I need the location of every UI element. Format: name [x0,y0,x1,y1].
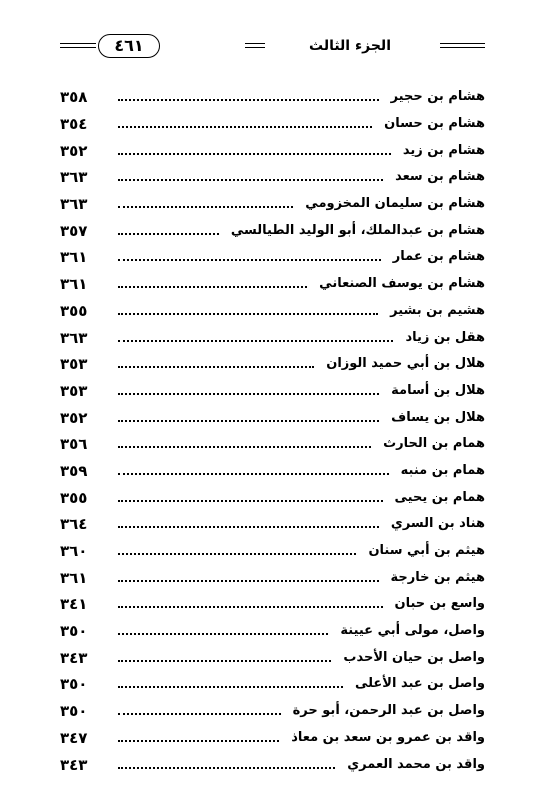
index-entry [60,618,485,645]
entry-name: هلال بن أسامة [391,382,485,398]
index-entry [60,751,485,778]
entry-name: هشام بن سعد [395,169,485,185]
entry-name: واسع بن حبان [394,596,485,612]
entry-page-number: ٣٥٠ [60,702,88,721]
entry-name: هشام بن يوسف الصنعاني [319,276,485,292]
entry-page-number: ٣٥٠ [60,675,88,694]
entry-name: هشام بن حسان [384,116,485,132]
dot-leader [118,206,293,208]
entry-page-number: ٣٥٢ [60,408,88,427]
entry-page-number: ٣٥٩ [60,461,88,480]
entry-page-number: ٣٤٣ [60,755,88,774]
index-list [60,84,485,778]
entry-name: واصل، مولى أبي عيينة [340,623,485,639]
entry-page-number: ٣٦١ [60,275,88,294]
entry-page-number: ٣٥٧ [60,221,88,240]
entry-name: هشيم بن بشير [390,302,485,318]
index-entry [60,511,485,538]
entry-page-number: ٣٦٠ [60,542,88,561]
entry-page-number: ٣٥٠ [60,622,88,641]
dot-leader [118,767,335,769]
dot-leader [118,420,379,422]
index-entry [60,644,485,671]
dot-leader [118,286,307,288]
entry-name: هقل بن زياد [405,329,485,345]
entry-name: واقد بن عمرو بن سعد بن معاذ [291,729,485,745]
entry-name: واصل بن عبد الرحمن، أبو حرة [292,703,485,719]
index-entry [60,271,485,298]
dot-leader [118,713,281,715]
entry-name: هشام بن زيد [402,142,485,158]
dot-leader [118,179,383,181]
header-rule-middle [245,43,265,48]
index-entry [60,591,485,618]
dot-leader [118,366,314,368]
entry-page-number: ٣٥٥ [60,301,88,320]
entry-name: هلال بن يساف [391,409,485,425]
entry-page-number: ٣٥٤ [60,115,88,134]
entry-name: هلال بن أبي حميد الوزان [326,356,485,372]
dot-leader [118,660,331,662]
entry-name: هشام بن سليمان المخزومي [305,196,485,212]
header-title: الجزء الثالث [309,38,391,54]
page-header [60,34,485,60]
index-entry [60,404,485,431]
index-entry [60,671,485,698]
dot-leader [118,99,379,101]
page-number: ٤٦١ [98,34,160,58]
index-entry [60,564,485,591]
entry-page-number: ٣٦٤ [60,515,88,534]
index-entry [60,698,485,725]
entry-name: همام بن يحيى [394,489,485,505]
entry-page-number: ٣٥٣ [60,381,88,400]
dot-leader [118,259,381,261]
entry-name: هشام بن عمار [392,249,485,265]
entry-page-number: ٣٥٨ [60,88,88,107]
entry-page-number: ٣٦١ [60,568,88,587]
dot-leader [118,633,328,635]
dot-leader [118,153,391,155]
index-entry [60,458,485,485]
dot-leader [118,340,393,342]
index-entry [60,164,485,191]
dot-leader [118,553,356,555]
header-rule-right [440,43,485,48]
index-entry [60,378,485,405]
dot-leader [118,393,379,395]
entry-page-number: ٣٦١ [60,248,88,267]
entry-page-number: ٣٥٥ [60,488,88,507]
index-entry [60,217,485,244]
index-entry [60,84,485,111]
entry-page-number: ٣٥٣ [60,355,88,374]
entry-name: همام بن منبه [400,462,485,478]
entry-page-number: ٣٤٣ [60,648,88,667]
entry-page-number: ٣٦٣ [60,328,88,347]
index-entry [60,324,485,351]
entry-page-number: ٣٥٢ [60,141,88,160]
index-entry [60,484,485,511]
index-entry [60,351,485,378]
entry-name: هناد بن السري [390,516,485,532]
entry-page-number: ٣٦٣ [60,168,88,187]
entry-page-number: ٣٥٦ [60,435,88,454]
index-entry [60,298,485,325]
index-entry [60,244,485,271]
entry-page-number: ٣٤٧ [60,728,88,747]
entry-name: هشام بن حجير [390,89,485,105]
dot-leader [118,500,383,502]
index-entry [60,111,485,138]
index-entry [60,191,485,218]
dot-leader [118,233,219,235]
index-entry [60,137,485,164]
entry-name: همام بن الحارث [383,436,485,452]
dot-leader [118,606,383,608]
dot-leader [118,446,371,448]
dot-leader [118,313,378,315]
entry-name: هشام بن عبدالملك، أبو الوليد الطيالسي [230,222,485,238]
entry-name: واقد بن محمد العمري [347,756,485,772]
header-rule-left [60,43,96,48]
dot-leader [118,686,343,688]
entry-page-number: ٣٤١ [60,595,88,614]
dot-leader [118,740,279,742]
entry-name: هيثم بن خارجة [390,569,485,585]
index-entry [60,725,485,752]
dot-leader [118,580,379,582]
dot-leader [118,526,379,528]
index-entry [60,538,485,565]
entry-page-number: ٣٦٣ [60,195,88,214]
entry-name: واصل بن حيان الأحدب [343,649,485,665]
entry-name: هيثم بن أبي سنان [368,543,485,559]
entry-name: واصل بن عبد الأعلى [354,676,485,692]
dot-leader [118,473,389,475]
dot-leader [118,126,372,128]
index-entry [60,431,485,458]
